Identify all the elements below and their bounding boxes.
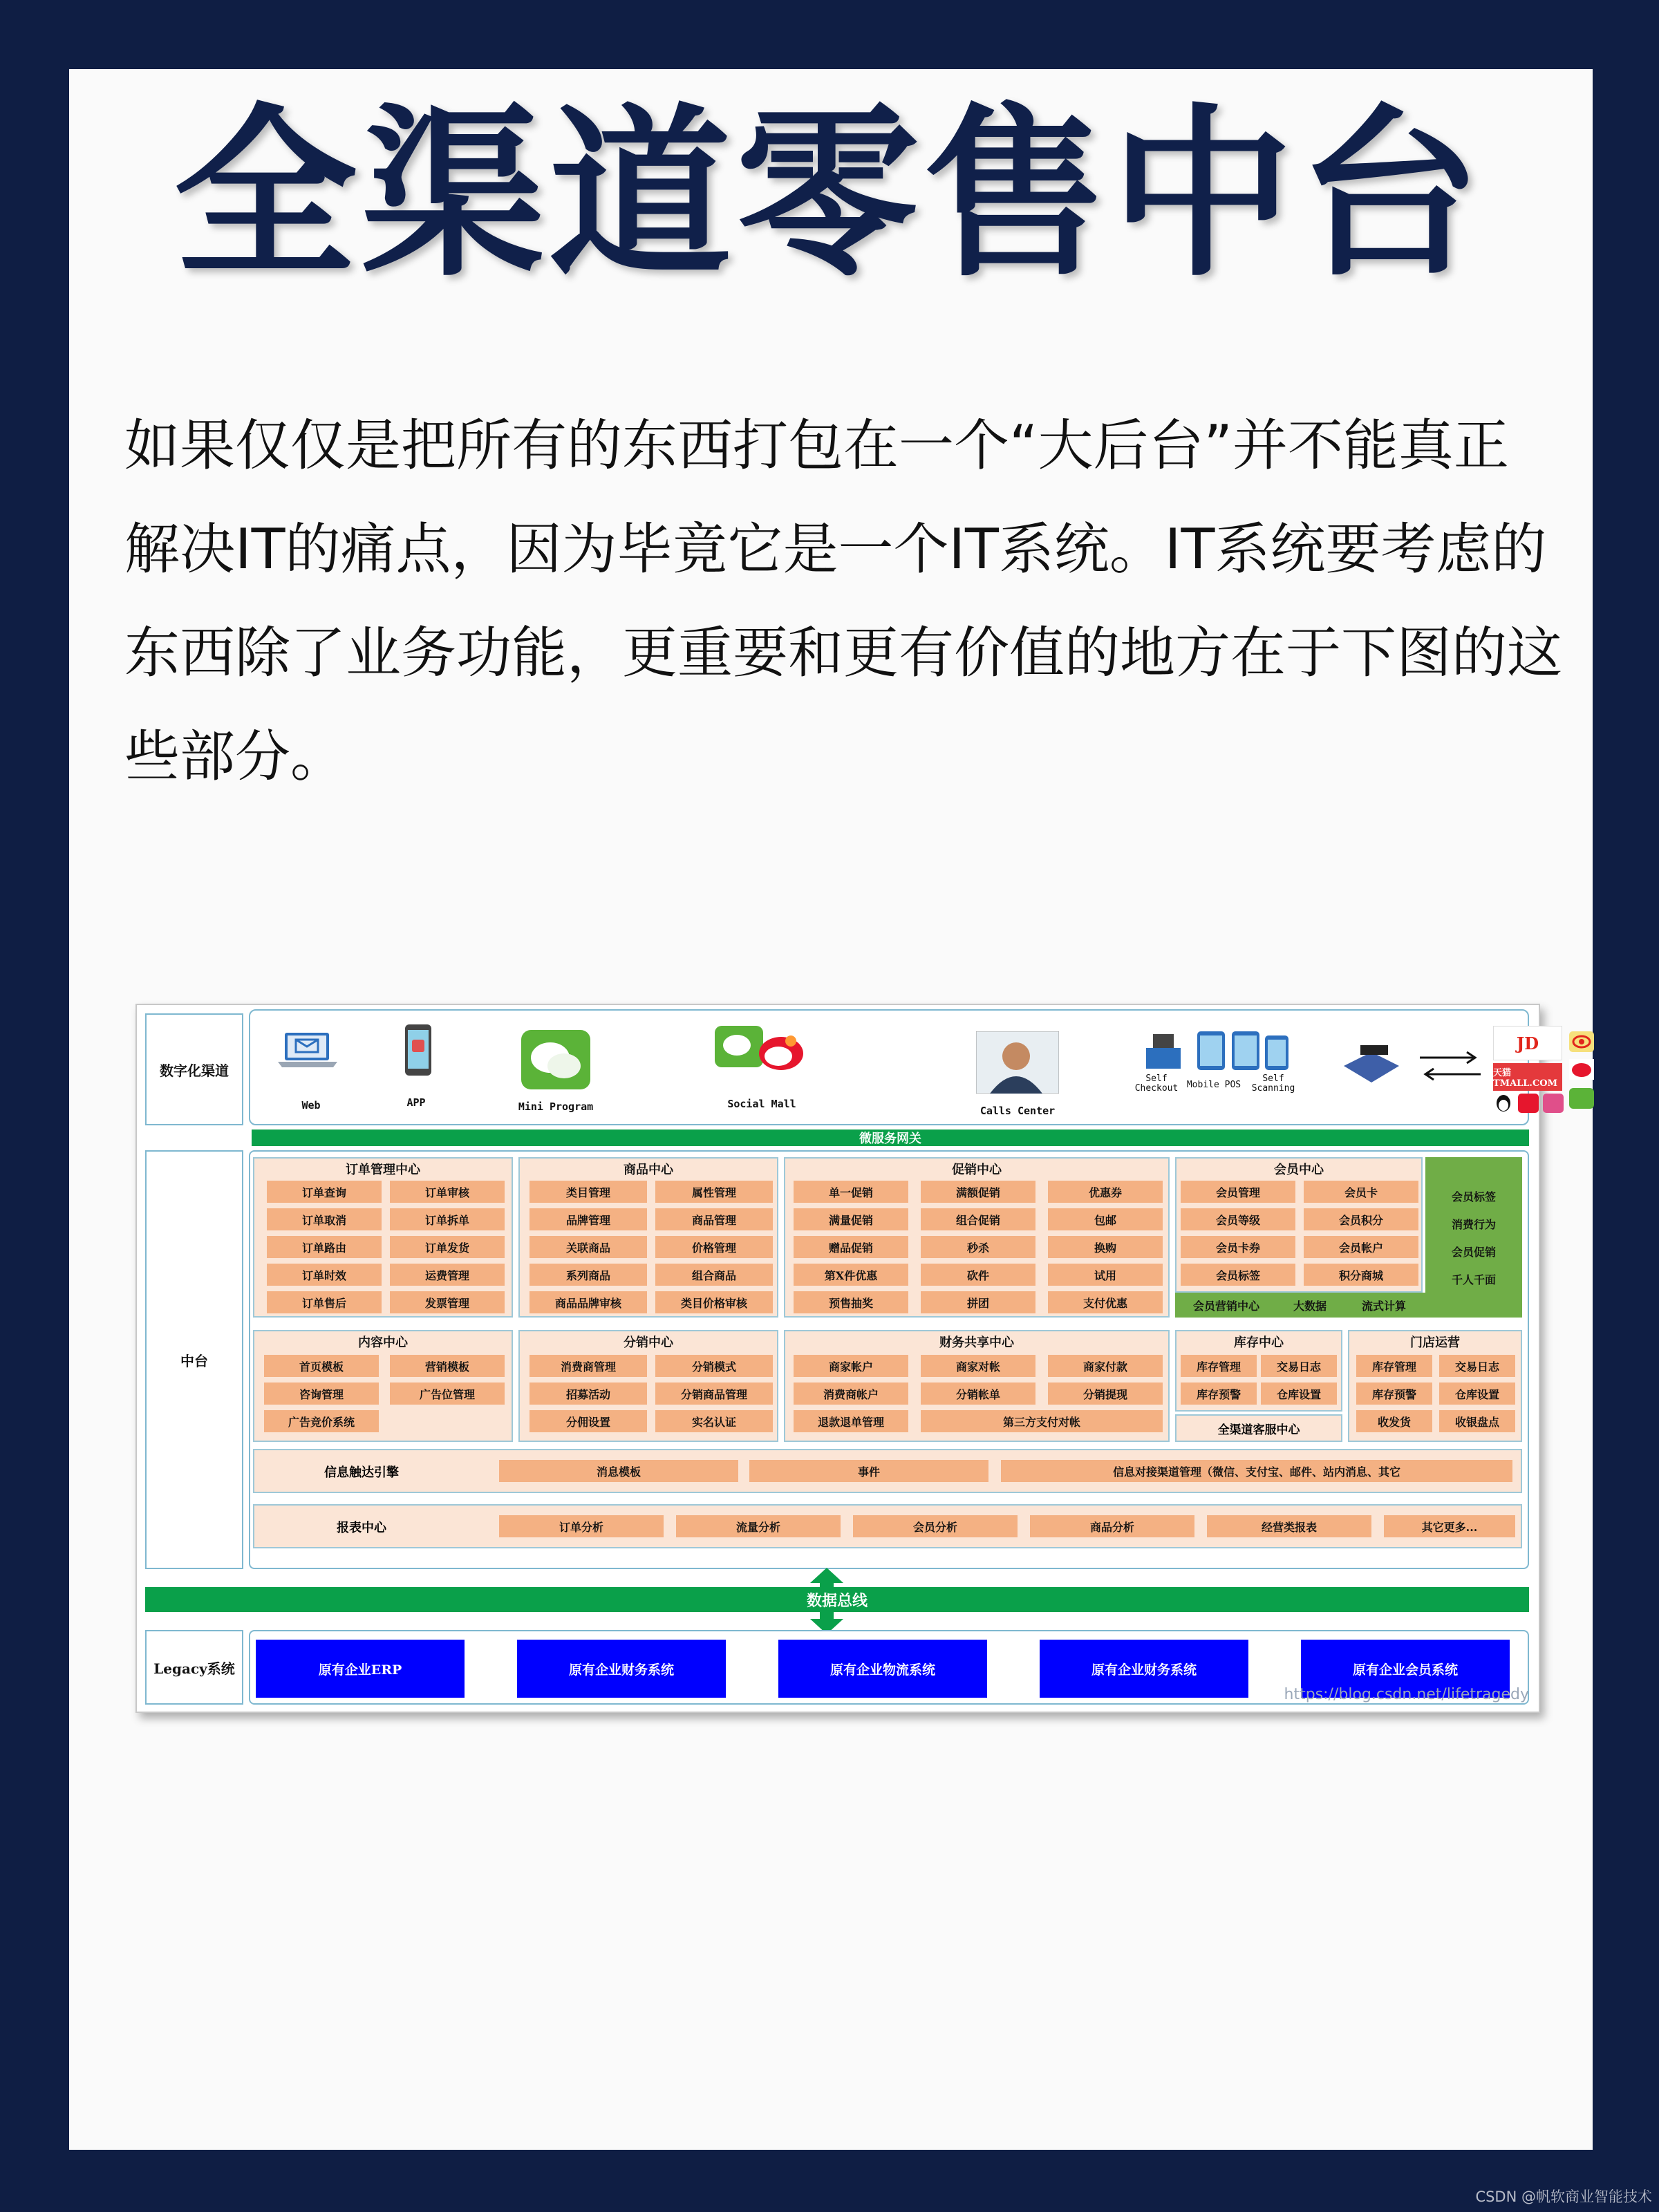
store-cell: 收发货	[1356, 1410, 1432, 1432]
group-title: 分销中心	[624, 1335, 673, 1350]
content-cell: 营销模板	[390, 1355, 505, 1377]
promo-cell: 预售抽奖	[794, 1291, 908, 1313]
goods-cell: 商品品牌审核	[529, 1291, 647, 1313]
promo-center-group	[784, 1157, 1170, 1318]
promo-cell: 砍件	[921, 1264, 1035, 1286]
inventory-center-group	[1175, 1330, 1342, 1412]
order-audit-cell: 订单审核	[390, 1181, 505, 1203]
promo-cell: 第X件优惠	[794, 1264, 908, 1286]
report-cell: 订单分析	[499, 1515, 664, 1537]
content-center-group	[253, 1330, 513, 1442]
inventory-cell: 仓库设置	[1261, 1382, 1337, 1405]
tmall-logo: 天猫 TMALL.COM	[1493, 1063, 1562, 1091]
order-time-cell: 订单时效	[267, 1264, 382, 1286]
group-title: 财务共享中心	[939, 1335, 1014, 1350]
eye-icon	[1569, 1031, 1594, 1052]
store-cell: 库存管理	[1356, 1355, 1432, 1377]
finance-cell: 分销帐单	[921, 1382, 1035, 1405]
paragraph-line: 东西除了业务功能，更重要和更有价值的地方在于下图的这	[124, 621, 1562, 685]
goods-center-group	[518, 1157, 778, 1318]
inventory-cell: 库存管理	[1181, 1355, 1257, 1377]
order-cancel-cell: 订单取消	[267, 1208, 382, 1230]
distribution-cell: 分佣设置	[529, 1410, 647, 1432]
stream-compute-cell: 流式计算	[1361, 1299, 1406, 1313]
goods-cell: 价格管理	[655, 1236, 773, 1258]
distribution-cell: 分销模式	[655, 1355, 773, 1377]
channel-web-label: Web	[301, 1099, 321, 1112]
promo-cell: 换购	[1048, 1236, 1163, 1258]
member-cell: 积分商城	[1304, 1264, 1418, 1286]
channel-management-cell: 信息对接渠道管理（微信、支付宝、邮件、站内消息、其它	[1001, 1460, 1512, 1482]
channel-calls-label: Calls Center	[980, 1105, 1056, 1117]
personalization-cell: 千人千面	[1451, 1273, 1496, 1286]
distribution-cell: 招募活动	[529, 1382, 647, 1405]
order-center-group	[253, 1157, 513, 1318]
consume-behavior-cell: 消费行为	[1451, 1217, 1496, 1231]
channel-self-scanning-label: Self Scanning	[1251, 1074, 1295, 1094]
qq-icon	[1493, 1094, 1514, 1113]
weibo-icon	[1518, 1094, 1539, 1113]
order-query-cell: 订单查询	[267, 1181, 382, 1203]
legacy-finance-box: 原有企业财务系统	[517, 1640, 726, 1698]
store-cell: 交易日志	[1439, 1355, 1515, 1377]
group-title: 门店运营	[1410, 1335, 1460, 1350]
content-cell: 首页模板	[264, 1355, 379, 1377]
goods-cell: 商品管理	[655, 1208, 773, 1230]
goods-cell: 类目管理	[529, 1181, 647, 1203]
legacy-logistics-box: 原有企业物流系统	[778, 1640, 987, 1698]
paragraph-line: 如果仅仅是把所有的东西打包在一个“大后台”并不能真正	[124, 413, 1509, 478]
channels-box	[249, 1009, 1558, 1125]
member-cell: 会员帐户	[1304, 1236, 1418, 1258]
paragraph-line: 些部分。	[124, 724, 346, 789]
legacy-finance-box-2: 原有企业财务系统	[1040, 1640, 1248, 1698]
channel-social-label: Social Mall	[727, 1098, 796, 1110]
group-title: 库存中心	[1234, 1335, 1284, 1350]
member-center-group	[1175, 1157, 1423, 1293]
middle-platform-box	[249, 1150, 1529, 1569]
promo-cell: 包邮	[1048, 1208, 1163, 1230]
laptop-mail-icon	[276, 1030, 339, 1071]
member-cell: 会员卡券	[1181, 1236, 1295, 1258]
group-title: 商品中心	[624, 1163, 673, 1177]
diagram-watermark: https://blog.csdn.net/lifetragedy	[1284, 1686, 1529, 1703]
member-tag-cell: 会员标签	[1451, 1190, 1496, 1203]
member-cell: 会员卡	[1304, 1181, 1418, 1203]
inventory-cell: 库存预警	[1181, 1382, 1257, 1405]
omni-service-center: 全渠道客服中心	[1175, 1414, 1342, 1442]
member-side-green	[1425, 1157, 1522, 1318]
promo-cell: 拼团	[921, 1291, 1035, 1313]
report-cell: 其它更多...	[1384, 1515, 1515, 1537]
aftersale-cell: 订单售后	[267, 1291, 382, 1313]
finance-cell: 分销提现	[1048, 1382, 1163, 1405]
member-cell: 会员等级	[1181, 1208, 1295, 1230]
wechat-small-icon	[1569, 1088, 1594, 1109]
legacy-member-box: 原有企业会员系统	[1301, 1640, 1510, 1698]
order-route-cell: 订单路由	[267, 1236, 382, 1258]
member-bottom-green	[1175, 1293, 1425, 1318]
paragraph-line: 解决IT的痛点，因为毕竟它是一个IT系统。IT系统要考虑的	[124, 517, 1547, 581]
weibo-icon	[1569, 1059, 1594, 1080]
architecture-diagram	[135, 1004, 1558, 1713]
finance-cell: 商家付款	[1048, 1355, 1163, 1377]
goods-cell: 类目价格审核	[655, 1291, 773, 1313]
channel-mini-label: Mini Program	[518, 1100, 594, 1113]
group-title: 订单管理中心	[346, 1163, 420, 1177]
goods-cell: 属性管理	[655, 1181, 773, 1203]
report-title: 报表中心	[337, 1521, 386, 1535]
group-title: 会员中心	[1274, 1163, 1324, 1177]
finance-cell: 第三方支付对帐	[921, 1410, 1163, 1432]
distribution-cell: 消费商管理	[529, 1355, 647, 1377]
report-cell: 经营类报表	[1207, 1515, 1371, 1537]
row-label-legacy: Legacy系统	[145, 1630, 243, 1705]
call-center-photo	[976, 1031, 1059, 1094]
goods-cell: 品牌管理	[529, 1208, 647, 1230]
row-label-channels: 数字化渠道	[145, 1013, 243, 1125]
distribution-cell: 分销商品管理	[655, 1382, 773, 1405]
distribution-center-group	[518, 1330, 778, 1442]
bidirectional-arrows-icon	[1416, 1045, 1485, 1087]
inventory-cell: 交易日志	[1261, 1355, 1337, 1377]
legacy-erp-box: 原有企业ERP	[256, 1640, 465, 1698]
page-title: 全渠道零售中台	[174, 88, 1485, 301]
promo-cell: 试用	[1048, 1264, 1163, 1286]
promo-cell: 支付优惠	[1048, 1291, 1163, 1313]
distribution-cell: 实名认证	[655, 1410, 773, 1432]
report-cell: 商品分析	[1030, 1515, 1194, 1537]
group-title: 促销中心	[952, 1163, 1002, 1177]
freight-cell: 运费管理	[390, 1264, 505, 1286]
finance-cell: 消费商帐户	[794, 1382, 908, 1405]
member-cell: 会员标签	[1181, 1264, 1295, 1286]
finance-cell: 商家帐户	[794, 1355, 908, 1377]
goods-cell: 系列商品	[529, 1264, 647, 1286]
promo-cell: 单一促销	[794, 1181, 908, 1203]
message-template-cell: 消息模板	[499, 1460, 738, 1482]
finance-center-group	[784, 1330, 1170, 1442]
goods-cell: 关联商品	[529, 1236, 647, 1258]
store-cell: 库存预警	[1356, 1382, 1432, 1405]
order-ship-cell: 订单发货	[390, 1236, 505, 1258]
report-center-group	[253, 1504, 1522, 1548]
footer-credit: CSDN @帆软商业智能技术	[1475, 2188, 1652, 2205]
data-bus-bar: 数据总线	[145, 1587, 1529, 1612]
promo-cell: 优惠券	[1048, 1181, 1163, 1203]
store-ops-group	[1348, 1330, 1522, 1442]
messaging-engine-group	[253, 1449, 1522, 1493]
member-cell: 会员管理	[1181, 1181, 1295, 1203]
smartphone-icon	[401, 1023, 435, 1078]
app-small-icon	[1543, 1094, 1564, 1113]
microservice-gateway-bar: 微服务网关	[252, 1130, 1529, 1146]
member-cell: 会员积分	[1304, 1208, 1418, 1230]
store-cell: 仓库设置	[1439, 1382, 1515, 1405]
promo-cell: 满额促销	[921, 1181, 1035, 1203]
content-cell: 咨询管理	[264, 1382, 379, 1405]
member-marketing-cell: 会员营销中心	[1192, 1299, 1259, 1313]
report-cell: 流量分析	[676, 1515, 841, 1537]
content-cell: 广告竞价系统	[264, 1410, 379, 1432]
messaging-title: 信息触达引擎	[324, 1465, 399, 1480]
promo-cell: 秒杀	[921, 1236, 1035, 1258]
finance-cell: 退款退单管理	[794, 1410, 908, 1432]
promo-cell: 满量促销	[794, 1208, 908, 1230]
jd-logo: JD	[1493, 1026, 1562, 1060]
row-label-middle: 中台	[145, 1150, 243, 1569]
social-icons	[715, 1026, 805, 1081]
finance-cell: 商家对帐	[921, 1355, 1035, 1377]
channel-self-checkout-label: Self Checkout	[1134, 1074, 1179, 1094]
invoice-cell: 发票管理	[390, 1291, 505, 1313]
order-split-cell: 订单拆单	[390, 1208, 505, 1230]
event-cell: 事件	[749, 1460, 988, 1482]
store-cell: 收银盘点	[1439, 1410, 1515, 1432]
report-cell: 会员分析	[853, 1515, 1018, 1537]
content-cell: 广告位管理	[390, 1382, 505, 1405]
goods-cell: 组合商品	[655, 1264, 773, 1286]
member-promo-cell: 会员促销	[1451, 1245, 1496, 1259]
promo-cell: 组合促销	[921, 1208, 1035, 1230]
wechat-icon	[521, 1030, 590, 1092]
group-title: 内容中心	[358, 1335, 408, 1350]
intro-paragraph	[124, 394, 1562, 809]
channel-mobile-pos-label: Mobile POS	[1186, 1080, 1241, 1090]
bigdata-cell: 大数据	[1293, 1299, 1327, 1313]
channel-app-label: APP	[406, 1096, 426, 1109]
promo-cell: 赠品促销	[794, 1236, 908, 1258]
